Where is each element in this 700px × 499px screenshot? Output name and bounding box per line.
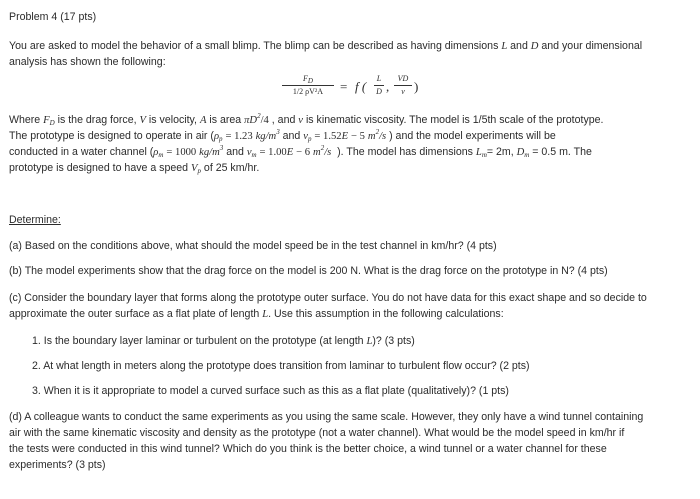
question-a: (a) Based on the conditions above, what should the model speed be in the test channel in km/hr? (4 pts) — [9, 240, 497, 252]
question-d-line-3: the tests were conducted in this wind tunnel? Which do you think is the better choice, a wind tunnel or a water channel for these — [9, 443, 607, 455]
lhs-denominator: 1/2 ρV²A — [292, 87, 324, 96]
lhs-numerator: $F_D$ — [303, 74, 313, 85]
equals-sign: = — [340, 79, 348, 94]
determine-heading: Determine: — [9, 214, 61, 226]
question-c-line-2: approximate the outer surface as a flat plate of length L. Use this assumption in the following calculations: — [9, 308, 504, 320]
arg2-fraction: VD ν — [394, 74, 412, 97]
question-b: (b) The model experiments show that the drag force on the model is 200 N. What is the drag force on the prototype in N? (4 pts) — [9, 265, 608, 277]
question-c-item-2: 2. At what length in meters along the prototype does transition from laminar to turbulent flow occur? (2 pts) — [32, 360, 530, 372]
question-d-line-2: air with the same kinematic viscosity and density as the prototype (not a water channel). What would be the model speed in km/hr if — [9, 427, 625, 439]
intro-line-1: You are asked to model the behavior of a small blimp. The blimp can be described as having dimensions L and D and your dimensional — [9, 40, 643, 52]
problem-title: Problem 4 (17 pts) — [9, 11, 97, 23]
description-line-4: prototype is designed to have a speed $V_p$ of 25 km/hr. — [9, 162, 260, 175]
question-d-line-4: experiments? (3 pts) — [9, 459, 106, 471]
question-c-line-1: (c) Consider the boundary layer that forms along the prototype outer surface. You do not have data for this exact shape and so decide to — [9, 292, 647, 304]
close-paren: ) — [414, 79, 419, 94]
question-d-line-1: (d) A colleague wants to conduct the same experiments as you using the same scale. However, they only have a wind tunnel containing — [9, 411, 644, 423]
description-line-1: Where $F_D$ is the drag force, V is velocity, A is area $\pi D^2/4$ , and ν is kinematic viscosity. The model is 1/5th scale of the prototype. — [9, 112, 604, 127]
question-c-item-1: 1. Is the boundary layer laminar or turbulent on the prototype (at length L)? (3 pts) — [32, 335, 415, 347]
question-c-item-3: 3. When it is it appropriate to model a curved surface such as this as a flat plate (qualitatively)? (1 pts) — [32, 385, 509, 397]
lhs-fraction — [282, 74, 334, 97]
intro-line-2: analysis has shown the following: — [9, 56, 166, 68]
dimensional-equation — [282, 72, 442, 106]
comma: , — [386, 79, 390, 94]
description-line-2: The prototype is designed to operate in air ($\rho_p = 1.23$ $kg/m^3$ and $\nu_p = 1.52E - 5$ $m^2/s$ ) and the model experiments will be — [9, 128, 556, 143]
description-line-3: conducted in a water channel ($\rho_m = 1000$ $kg/m^3$ and $\nu_m = 1.00E - 6$ $m^2/s$ ). The model has dimensions $L_m= 2m$, $D_m = 0.5$ m. The — [9, 144, 592, 159]
function-f: f ( — [355, 79, 367, 94]
arg1-fraction: L D — [374, 74, 384, 97]
